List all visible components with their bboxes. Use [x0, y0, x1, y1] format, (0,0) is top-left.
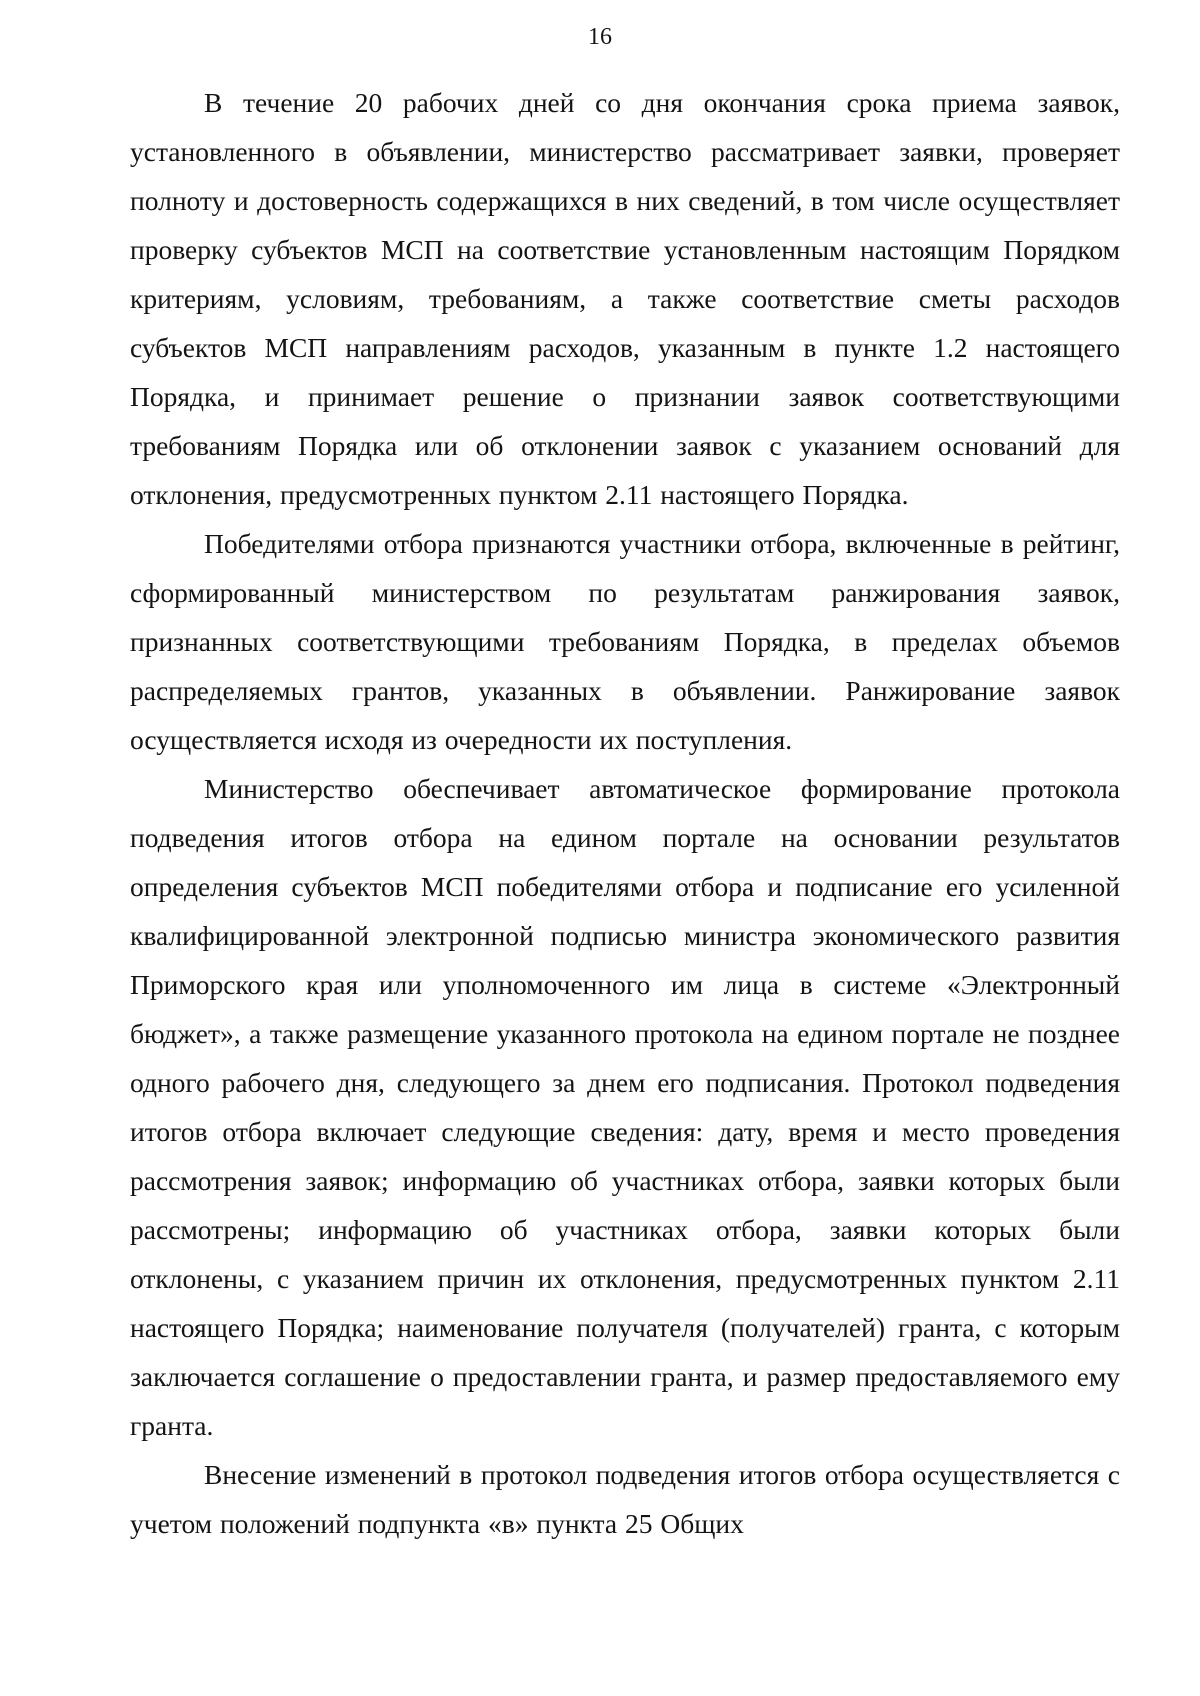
- paragraph-review-of-applications: В течение 20 рабочих дней со дня окончания срока приема заявок, установленного в объявлении, министерство рассматривает заявки, проверяет полноту и достоверность содержащихся в них сведений, в том числе осуществляет проверку субъектов МСП на соответствие установленным настоящим Порядком критериям, условиям, требованиям, а также соответствие сметы расходов субъектов МСП направлениям расходов, указанным в пункте 1.2 настоящего Порядка, и принимает решение о признании заявок соответствующими требованиям Порядка или об отклонении заявок с указанием оснований для отклонения, предусмотренных пунктом 2.11 настоящего Порядка.: [130, 87, 1120, 510]
- page-number: 16: [588, 24, 612, 50]
- paragraph-results-protocol: Министерство обеспечивает автоматическое формирование протокола подведения итогов отбора на едином портале на основании результатов определения субъектов МСП победителями отбора и подписание его усиленной квалифицированной электронной подписью министра экономического развития Приморского края или уполномоченного им лица в системе «Электронный бюджет», а также размещение указанного протокола на едином портале не позднее одного рабочего дня, следующего за днем его подписания. Протокол подведения итогов отбора включает следующие сведения: дату, время и место проведения рассмотрения заявок; информацию об участниках отбора, заявки которых были рассмотрены; информацию об участниках отбора, заявки которых были отклонены, с указанием причин их отклонения, предусмотренных пунктом 2.11 настоящего Порядка; наименование получателя (получателей) гранта, с которым заключается соглашение о предоставлении гранта, и размер предоставляемого ему гранта.: [130, 773, 1120, 1441]
- document-body: [130, 78, 1120, 1548]
- paragraph-selection-winners: Победителями отбора признаются участники отбора, включенные в рейтинг, сформированный министерством по результатам ранжирования заявок, признанных соответствующими требованиям Порядка, в пределах объемов распределяемых грантов, указанных в объявлении. Ранжирование заявок осуществляется исходя из очередности их поступления.: [130, 528, 1120, 755]
- paragraph-protocol-amendments: Внесение изменений в протокол подведения итогов отбора осуществляется с учетом положений подпункта «в» пункта 25 Общих: [130, 1459, 1120, 1539]
